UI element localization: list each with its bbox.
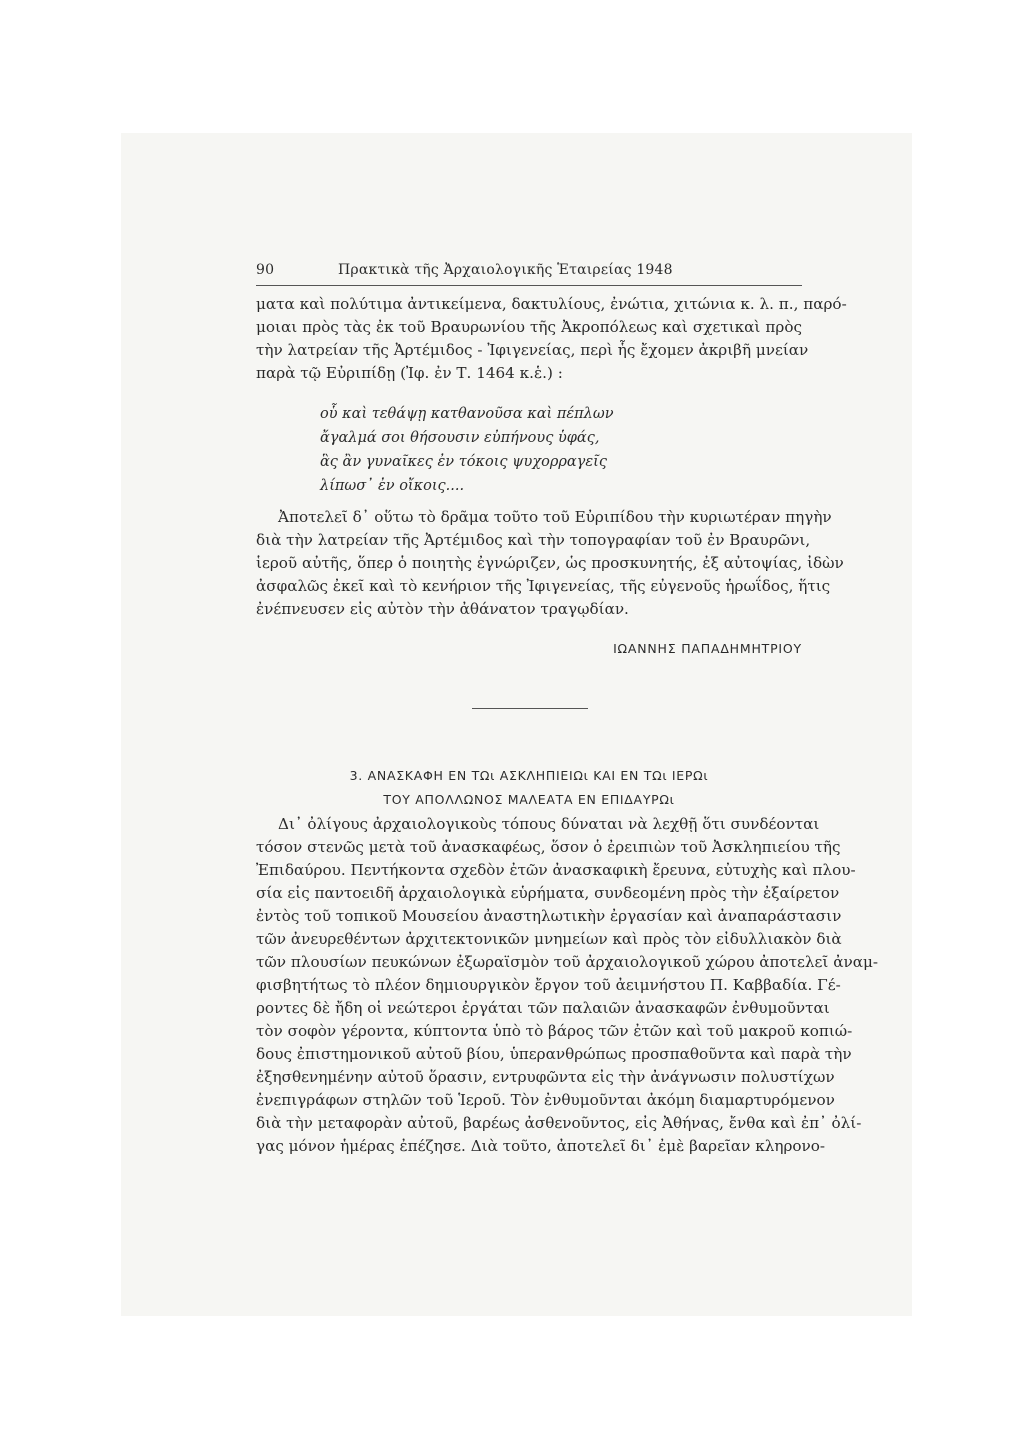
running-head-title: Πρακτικὰ τῆς Ἀρχαιολογικῆς Ἑταιρείας 1948 xyxy=(338,262,673,278)
section-title-line-1: 3. ΑΝΑΣΚΑΦΗ ΕΝ ΤΩι ΑΣΚΛΗΠΙΕΙΩι ΚΑΙ ΕΝ ΤΩι ΙΕΡΩι xyxy=(349,768,709,783)
text-line: διὰ τὴν μεταφορὰν αὐτοῦ, βαρέως ἀσθενοῦντος, εἰς Ἀθήνας, ἔνθα καὶ ἐπ᾽ ὀλί- xyxy=(256,1114,862,1132)
section-title-line-2: ΤΟΥ ΑΠΟΛΛΩΝΟΣ ΜΑΛΕΑΤΑ ΕΝ ΕΠΙΔΑΥΡΩι xyxy=(383,792,675,807)
text-line: ἐνεπιγράφων στηλῶν τοῦ Ἱεροῦ. Τὸν ἐνθυμοῦνται ἀκόμη διαμαρτυρόμενον xyxy=(256,1091,835,1109)
text-line: ροντες δὲ ἤδη οἱ νεώτεροι ἐργάται τῶν παλαιῶν ἀνασκαφῶν ἐνθυμοῦνται xyxy=(256,999,830,1017)
section-separator xyxy=(472,708,588,709)
paragraph-3 xyxy=(256,813,878,1158)
text-line: ἐνέπνευσεν εἰς αὐτὸν τὴν ἀθάνατον τραγῳδίαν. xyxy=(256,600,629,618)
author-signature: ΙΩΑΝΝΗΣ ΠΑΠΑΔΗΜΗΤΡΙΟΥ xyxy=(613,641,802,656)
verse-line: λίπωσ᾽ ἐν οἴκοις.... xyxy=(320,478,465,494)
verse-line: ἄγαλμά σοι θήσουσιν εὐπήνους ὑφάς, xyxy=(320,430,600,446)
text-line: Ἀποτελεῖ δ᾽ οὕτω τὸ δρᾶμα τοῦτο τοῦ Εὐριπίδου τὴν κυριωτέραν πηγὴν xyxy=(278,508,832,526)
text-line: ἐξησθενημένην αὐτοῦ ὅρασιν, εντρυφῶντα εἰς τὴν ἀνάγνωσιν πολυστίχων xyxy=(256,1068,835,1086)
text-line: παρὰ τῷ Εὐριπίδῃ (Ἰφ. ἐν Τ. 1464 κ.ἑ.) : xyxy=(256,364,563,382)
text-line: τῶν ἀνευρεθέντων ἀρχιτεκτονικῶν μνημείων καὶ πρὸς τὸν εἰδυλλιακὸν διὰ xyxy=(256,930,842,948)
text-line: ἀσφαλῶς ἐκεῖ καὶ τὸ κενήριον τῆς Ἰφιγενείας, τῆς εὐγενοῦς ἡρωΐδος, ἥτις xyxy=(256,577,831,595)
text-line: ἐντὸς τοῦ τοπικοῦ Μουσείου ἀναστηλωτικὴν ἐργασίαν καὶ ἀναπαράστασιν xyxy=(256,907,842,925)
text-line: Ἐπιδαύρου. Πεντήκοντα σχεδὸν ἐτῶν ἀνασκαφικὴ ἔρευνα, εὐτυχὴς καὶ πλου- xyxy=(256,861,856,879)
text-line: δους ἐπιστημονικοῦ αὐτοῦ βίου, ὑπερανθρώπως προσπαθοῦντα καὶ παρὰ τὴν xyxy=(256,1045,852,1063)
text-line: τόσον στενῶς μετὰ τοῦ ἀνασκαφέως, ὅσον ὁ ἐρειπιὼν τοῦ Ἀσκληπιείου τῆς xyxy=(256,838,841,856)
text-line: τῶν πλουσίων πευκώνων ἐξωραϊσμὸν τοῦ ἀρχαιολογικοῦ χώρου ἀποτελεῖ ἀναμ- xyxy=(256,953,878,971)
verse-quotation xyxy=(320,402,740,498)
text-line: σία εἰς παντοειδῆ ἀρχαιολογικὰ εὑρήματα, συνδεομένη πρὸς τὴν ἐξαίρετον xyxy=(256,884,840,902)
text-line: Δι᾽ ὀλίγους ἀρχαιολογικοὺς τόπους δύναται νὰ λεχθῇ ὅτι συνδέονται xyxy=(278,815,820,833)
text-line: γας μόνον ἡμέρας ἐπέζησε. Διὰ τοῦτο, ἀποτελεῖ δι᾽ ἐμὲ βαρεῖαν κληρονο- xyxy=(256,1137,826,1155)
text-line: τὴν λατρείαν τῆς Ἀρτέμιδος - Ἰφιγενείας, περὶ ἧς ἔχομεν ἀκριβῆ μνείαν xyxy=(256,341,809,359)
header-rule xyxy=(256,285,802,286)
paragraph-2 xyxy=(256,506,844,621)
verse-line: οὗ καὶ τεθάψῃ κατθανοῦσα καὶ πέπλων xyxy=(320,406,614,422)
paragraph-1 xyxy=(256,293,847,385)
text-line: διὰ τὴν λατρείαν τῆς Ἀρτέμιδος καὶ τὴν τοπογραφίαν τοῦ ἐν Βραυρῶνι, xyxy=(256,531,811,549)
text-line: ἱεροῦ αὐτῆς, ὅπερ ὁ ποιητὴς ἐγνώριζεν, ὡς προσκυνητής, ἐξ αὐτοψίας, ἰδὼν xyxy=(256,554,844,572)
page-number: 90 xyxy=(256,262,275,278)
text-line: ματα καὶ πολύτιμα ἀντικείμενα, δακτυλίους, ἐνώτια, χιτώνια κ. λ. π., παρό- xyxy=(256,295,847,313)
text-line: τὸν σοφὸν γέροντα, κύπτοντα ὑπὸ τὸ βάρος τῶν ἐτῶν καὶ τοῦ μακροῦ κοπιώ- xyxy=(256,1022,853,1040)
text-line: φισβητήτως τὸ πλέον δημιουργικὸν ἔργον τοῦ ἀειμνήστου Π. Καββαδία. Γέ- xyxy=(256,976,841,994)
verse-line: ἃς ἂν γυναῖκες ἐν τόκοις ψυχορραγεῖς xyxy=(320,454,607,470)
text-line: μοιαι πρὸς τὰς ἐκ τοῦ Βραυρωνίου τῆς Ἀκροπόλεως καὶ σχετικαὶ πρὸς xyxy=(256,318,802,336)
